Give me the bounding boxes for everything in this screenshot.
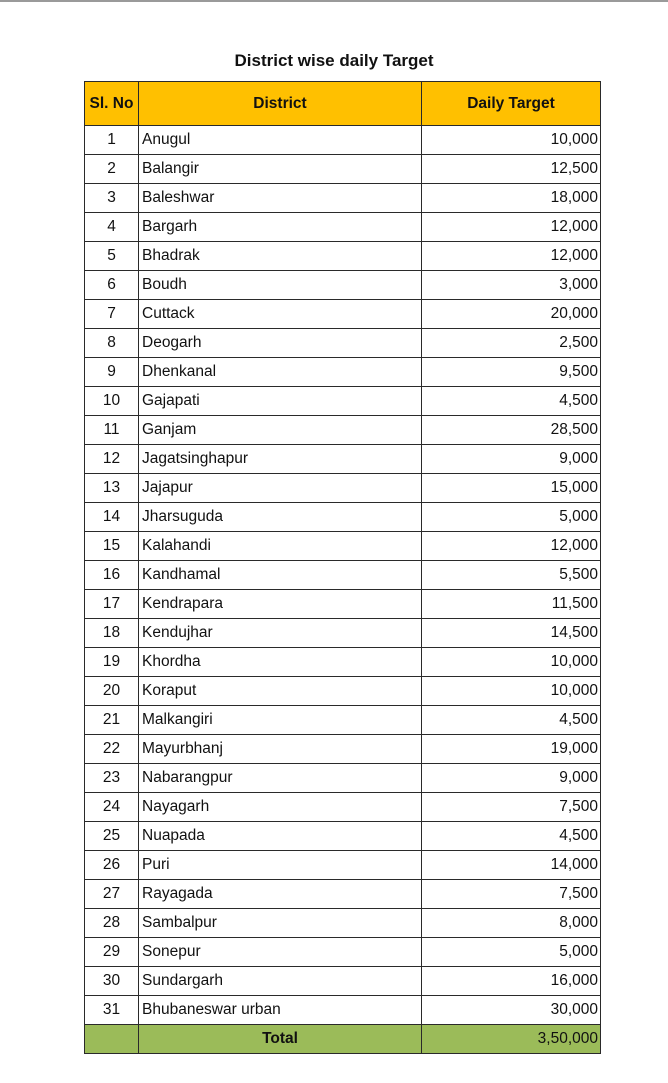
sl-no-cell: 14 [85, 503, 139, 532]
daily-target-cell: 7,500 [422, 880, 601, 909]
table-row [85, 938, 601, 967]
table-row [85, 735, 601, 764]
daily-target-cell: 10,000 [422, 677, 601, 706]
top-border-bar [0, 0, 668, 2]
daily-target-cell: 12,500 [422, 155, 601, 184]
table-row [85, 561, 601, 590]
daily-target-cell: 30,000 [422, 996, 601, 1025]
total-value: 3,50,000 [422, 1025, 601, 1054]
sl-no-cell: 18 [85, 619, 139, 648]
daily-target-cell: 9,000 [422, 764, 601, 793]
daily-target-cell: 15,000 [422, 474, 601, 503]
district-cell: Cuttack [139, 300, 422, 329]
table-row [85, 300, 601, 329]
daily-target-cell: 14,500 [422, 619, 601, 648]
district-cell: Kendrapara [139, 590, 422, 619]
district-cell: Baleshwar [139, 184, 422, 213]
table-row [85, 155, 601, 184]
sl-no-cell: 4 [85, 213, 139, 242]
header-daily-target: Daily Target [422, 82, 601, 126]
district-cell: Deogarh [139, 329, 422, 358]
district-cell: Khordha [139, 648, 422, 677]
daily-target-cell: 7,500 [422, 793, 601, 822]
sl-no-cell: 22 [85, 735, 139, 764]
daily-target-cell: 4,500 [422, 387, 601, 416]
sl-no-cell: 6 [85, 271, 139, 300]
district-target-table [84, 81, 601, 1054]
sl-no-cell: 13 [85, 474, 139, 503]
district-cell: Nuapada [139, 822, 422, 851]
district-cell: Gajapati [139, 387, 422, 416]
sl-no-cell: 30 [85, 967, 139, 996]
district-cell: Balangir [139, 155, 422, 184]
district-cell: Rayagada [139, 880, 422, 909]
district-cell: Dhenkanal [139, 358, 422, 387]
sl-no-cell: 11 [85, 416, 139, 445]
sl-no-cell: 20 [85, 677, 139, 706]
table-row [85, 793, 601, 822]
table-row [85, 880, 601, 909]
table-row [85, 967, 601, 996]
sl-no-cell: 19 [85, 648, 139, 677]
table-row [85, 126, 601, 155]
sl-no-cell: 23 [85, 764, 139, 793]
table-row [85, 213, 601, 242]
table-row [85, 619, 601, 648]
daily-target-cell: 19,000 [422, 735, 601, 764]
district-cell: Ganjam [139, 416, 422, 445]
district-cell: Sundargarh [139, 967, 422, 996]
sl-no-cell: 24 [85, 793, 139, 822]
sl-no-cell: 9 [85, 358, 139, 387]
district-cell: Kandhamal [139, 561, 422, 590]
district-cell: Kalahandi [139, 532, 422, 561]
district-cell: Malkangiri [139, 706, 422, 735]
daily-target-cell: 20,000 [422, 300, 601, 329]
table-row [85, 271, 601, 300]
sl-no-cell: 17 [85, 590, 139, 619]
daily-target-cell: 2,500 [422, 329, 601, 358]
table-row [85, 532, 601, 561]
sl-no-cell: 2 [85, 155, 139, 184]
sl-no-cell: 1 [85, 126, 139, 155]
table-row [85, 387, 601, 416]
daily-target-cell: 12,000 [422, 242, 601, 271]
district-cell: Nabarangpur [139, 764, 422, 793]
daily-target-cell: 18,000 [422, 184, 601, 213]
table-row [85, 445, 601, 474]
district-cell: Sambalpur [139, 909, 422, 938]
total-sl-cell [85, 1025, 139, 1054]
sl-no-cell: 29 [85, 938, 139, 967]
daily-target-cell: 14,000 [422, 851, 601, 880]
sl-no-cell: 27 [85, 880, 139, 909]
sl-no-cell: 7 [85, 300, 139, 329]
table-row [85, 996, 601, 1025]
sl-no-cell: 12 [85, 445, 139, 474]
table-row [85, 184, 601, 213]
table-row [85, 242, 601, 271]
daily-target-cell: 12,000 [422, 213, 601, 242]
district-cell: Bhubaneswar urban [139, 996, 422, 1025]
daily-target-cell: 3,000 [422, 271, 601, 300]
table-row [85, 764, 601, 793]
header-district: District [139, 82, 422, 126]
district-cell: Sonepur [139, 938, 422, 967]
table-row [85, 503, 601, 532]
sl-no-cell: 5 [85, 242, 139, 271]
daily-target-cell: 11,500 [422, 590, 601, 619]
sl-no-cell: 25 [85, 822, 139, 851]
district-cell: Boudh [139, 271, 422, 300]
table-row [85, 851, 601, 880]
total-label: Total [139, 1025, 422, 1054]
district-cell: Nayagarh [139, 793, 422, 822]
district-cell: Jajapur [139, 474, 422, 503]
daily-target-cell: 5,000 [422, 503, 601, 532]
district-cell: Koraput [139, 677, 422, 706]
district-cell: Bargarh [139, 213, 422, 242]
table-header-row [85, 82, 601, 126]
table-row [85, 416, 601, 445]
daily-target-cell: 5,000 [422, 938, 601, 967]
sl-no-cell: 21 [85, 706, 139, 735]
sl-no-cell: 3 [85, 184, 139, 213]
table-row [85, 329, 601, 358]
daily-target-cell: 4,500 [422, 706, 601, 735]
table-row [85, 706, 601, 735]
daily-target-cell: 28,500 [422, 416, 601, 445]
sl-no-cell: 16 [85, 561, 139, 590]
table-row [85, 358, 601, 387]
daily-target-cell: 16,000 [422, 967, 601, 996]
sl-no-cell: 10 [85, 387, 139, 416]
table-row [85, 648, 601, 677]
header-sl-no: Sl. No [85, 82, 139, 126]
district-cell: Jharsuguda [139, 503, 422, 532]
daily-target-cell: 10,000 [422, 126, 601, 155]
daily-target-cell: 9,000 [422, 445, 601, 474]
sl-no-cell: 28 [85, 909, 139, 938]
sl-no-cell: 8 [85, 329, 139, 358]
table-row [85, 590, 601, 619]
table-row [85, 822, 601, 851]
sl-no-cell: 31 [85, 996, 139, 1025]
daily-target-cell: 5,500 [422, 561, 601, 590]
table-row [85, 474, 601, 503]
sl-no-cell: 15 [85, 532, 139, 561]
table-row [85, 677, 601, 706]
total-row [85, 1025, 601, 1054]
page-title: District wise daily Target [234, 51, 434, 70]
district-cell: Puri [139, 851, 422, 880]
daily-target-cell: 12,000 [422, 532, 601, 561]
district-cell: Bhadrak [139, 242, 422, 271]
district-cell: Mayurbhanj [139, 735, 422, 764]
sl-no-cell: 26 [85, 851, 139, 880]
daily-target-cell: 9,500 [422, 358, 601, 387]
district-cell: Anugul [139, 126, 422, 155]
table-row [85, 909, 601, 938]
daily-target-cell: 10,000 [422, 648, 601, 677]
daily-target-cell: 8,000 [422, 909, 601, 938]
district-cell: Kendujhar [139, 619, 422, 648]
district-cell: Jagatsinghapur [139, 445, 422, 474]
daily-target-cell: 4,500 [422, 822, 601, 851]
